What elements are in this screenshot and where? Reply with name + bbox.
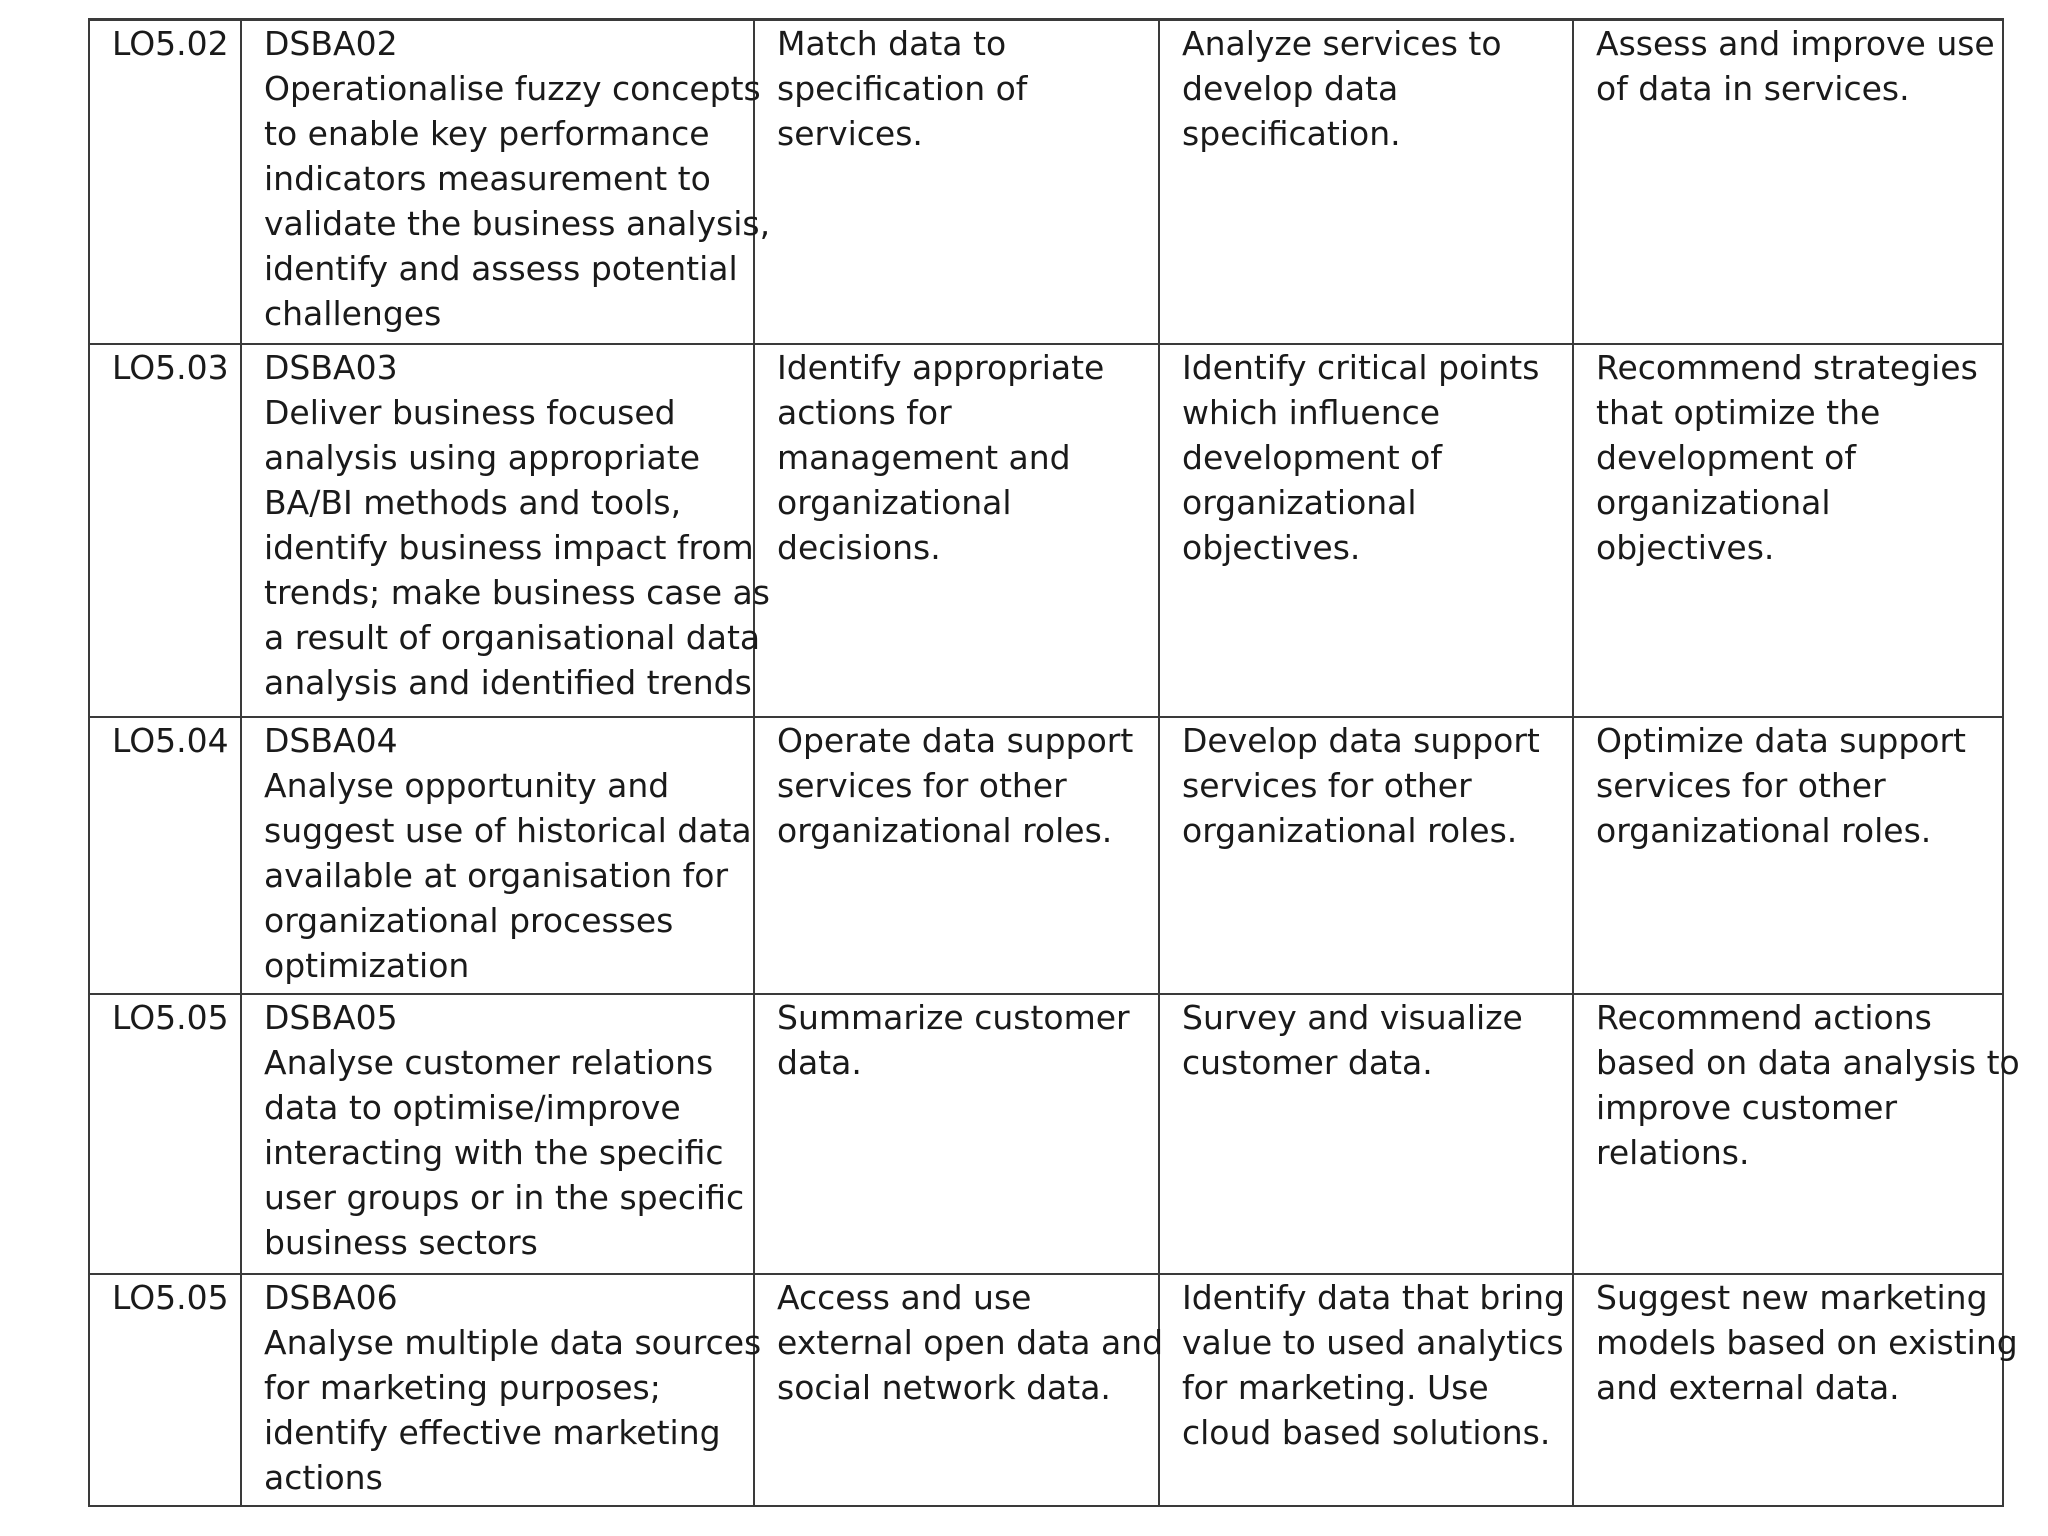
proficiency-level-2-line: services for other bbox=[1182, 765, 1472, 805]
proficiency-level-2-cell bbox=[1159, 1274, 1573, 1506]
proficiency-level-3-line: services for other bbox=[1596, 765, 1886, 805]
proficiency-level-1-line: services. bbox=[777, 114, 923, 153]
competence-description-line: available at organisation for bbox=[264, 855, 729, 895]
proficiency-level-3-line: development of bbox=[1596, 437, 1856, 477]
proficiency-level-3-cell bbox=[1573, 344, 2003, 717]
proficiency-level-2-line: organizational bbox=[1182, 482, 1417, 522]
proficiency-level-2-line: which influence bbox=[1182, 392, 1441, 432]
proficiency-level-2-cell bbox=[1159, 994, 1573, 1274]
competence-description-line: data to optimise/improve bbox=[264, 1087, 681, 1127]
proficiency-level-2-cell bbox=[1159, 717, 1573, 994]
proficiency-level-1-line: social network data. bbox=[777, 1367, 1111, 1407]
proficiency-level-2-line: cloud based solutions. bbox=[1182, 1412, 1551, 1452]
proficiency-level-1-line: Access and use bbox=[777, 1277, 1032, 1317]
proficiency-level-2-line: objectives. bbox=[1182, 527, 1361, 567]
competence-description-line: Operationalise fuzzy concepts bbox=[264, 69, 761, 108]
learning-outcome-code: LO5.04 bbox=[112, 720, 229, 760]
proficiency-level-2-line: organizational roles. bbox=[1182, 810, 1518, 850]
proficiency-level-3-cell bbox=[1573, 717, 2003, 994]
learning-outcome-code-cell bbox=[89, 344, 241, 717]
competence-code: DSBA02 bbox=[264, 24, 398, 63]
table-row bbox=[89, 1274, 2003, 1506]
proficiency-level-3-line: Recommend strategies bbox=[1596, 347, 1978, 387]
competence-description-line: identify and assess potential bbox=[264, 249, 738, 288]
competence-code: DSBA03 bbox=[264, 347, 398, 387]
proficiency-level-1-line: services for other bbox=[777, 765, 1067, 805]
proficiency-level-1-line: Identify appropriate bbox=[777, 347, 1105, 387]
proficiency-level-3-cell bbox=[1573, 20, 2003, 344]
competence-cell bbox=[241, 1274, 762, 1506]
table-body bbox=[89, 20, 2020, 1506]
proficiency-level-1-line: actions for bbox=[777, 392, 952, 432]
proficiency-level-3-line: improve customer bbox=[1596, 1087, 1898, 1127]
competence-description-line: Analyse multiple data sources bbox=[264, 1322, 762, 1362]
learning-outcome-code-cell bbox=[89, 1274, 241, 1506]
competence-description-line: identify effective marketing bbox=[264, 1412, 721, 1452]
proficiency-level-1-line: Match data to bbox=[777, 24, 1007, 63]
table-row bbox=[89, 994, 2003, 1274]
competence-code: DSBA06 bbox=[264, 1277, 398, 1317]
competence-cell bbox=[241, 344, 770, 717]
proficiency-level-1-cell bbox=[754, 717, 1159, 994]
proficiency-level-3-line: Recommend actions bbox=[1596, 997, 1932, 1037]
proficiency-level-2-line: Identify data that bring bbox=[1182, 1277, 1565, 1317]
competence-description-line: organizational processes bbox=[264, 900, 674, 940]
proficiency-level-3-line: and external data. bbox=[1596, 1367, 1900, 1407]
competence-description-line: actions bbox=[264, 1457, 383, 1497]
proficiency-level-3-line: relations. bbox=[1596, 1132, 1750, 1172]
competence-cell bbox=[241, 994, 754, 1274]
proficiency-level-3-line: Optimize data support bbox=[1596, 720, 1966, 760]
proficiency-level-2-line: develop data bbox=[1182, 69, 1399, 108]
competence-cell bbox=[241, 20, 771, 344]
competence-description-line: analysis and identified trends bbox=[264, 662, 752, 702]
proficiency-level-1-line: data. bbox=[777, 1042, 862, 1082]
proficiency-level-1-line: decisions. bbox=[777, 527, 941, 567]
proficiency-level-1-line: management and bbox=[777, 437, 1071, 477]
learning-outcome-code: LO5.05 bbox=[112, 997, 229, 1037]
competence-description-line: optimization bbox=[264, 945, 470, 985]
competence-cell bbox=[241, 717, 754, 994]
proficiency-level-1-cell bbox=[754, 1274, 1164, 1506]
competence-description-line: Analyse customer relations bbox=[264, 1042, 714, 1082]
learning-outcomes-table bbox=[88, 18, 2020, 1507]
learning-outcome-code: LO5.05 bbox=[112, 1277, 229, 1317]
learning-outcome-code-cell bbox=[89, 20, 241, 344]
proficiency-level-2-cell bbox=[1159, 344, 1573, 717]
proficiency-level-3-line: Suggest new marketing bbox=[1596, 1277, 1988, 1317]
learning-outcome-code-cell bbox=[89, 994, 241, 1274]
table-row bbox=[89, 20, 2003, 344]
proficiency-level-3-line: objectives. bbox=[1596, 527, 1775, 567]
proficiency-level-3-line: Assess and improve use bbox=[1596, 24, 1995, 63]
competence-code: DSBA05 bbox=[264, 997, 398, 1037]
proficiency-level-1-line: Operate data support bbox=[777, 720, 1134, 760]
competence-description-line: business sectors bbox=[264, 1222, 538, 1262]
competence-description-line: a result of organisational data bbox=[264, 617, 761, 657]
proficiency-level-1-line: external open data and bbox=[777, 1322, 1164, 1362]
table-row bbox=[89, 344, 2003, 717]
proficiency-level-1-line: organizational roles. bbox=[777, 810, 1113, 850]
proficiency-level-1-line: organizational bbox=[777, 482, 1012, 522]
learning-outcome-code-cell bbox=[89, 717, 241, 994]
proficiency-level-2-line: Survey and visualize bbox=[1182, 997, 1523, 1037]
proficiency-level-3-line: of data in services. bbox=[1596, 69, 1910, 108]
competence-code: DSBA04 bbox=[264, 720, 398, 760]
competence-description-line: validate the business analysis, bbox=[264, 204, 771, 243]
proficiency-level-3-cell bbox=[1573, 1274, 2018, 1506]
proficiency-level-3-line: based on data analysis to bbox=[1596, 1042, 2020, 1082]
proficiency-level-2-line: Develop data support bbox=[1182, 720, 1540, 760]
proficiency-level-3-line: organizational roles. bbox=[1596, 810, 1932, 850]
proficiency-level-2-line: customer data. bbox=[1182, 1042, 1433, 1082]
competence-description-line: Deliver business focused bbox=[264, 392, 676, 432]
competence-description-line: for marketing purposes; bbox=[264, 1367, 661, 1407]
proficiency-level-3-line: that optimize the bbox=[1596, 392, 1881, 432]
proficiency-level-3-line: organizational bbox=[1596, 482, 1831, 522]
competence-description-line: Analyse opportunity and bbox=[264, 765, 670, 805]
competence-description-line: indicators measurement to bbox=[264, 159, 711, 198]
proficiency-level-1-cell bbox=[754, 994, 1159, 1274]
proficiency-level-2-line: specification. bbox=[1182, 114, 1401, 153]
proficiency-level-2-cell bbox=[1159, 20, 1573, 344]
proficiency-level-2-line: Analyze services to bbox=[1182, 24, 1502, 63]
proficiency-level-3-cell bbox=[1573, 994, 2020, 1274]
proficiency-level-2-line: development of bbox=[1182, 437, 1442, 477]
competence-description-line: challenges bbox=[264, 294, 442, 333]
competence-description-line: analysis using appropriate bbox=[264, 437, 701, 477]
proficiency-level-1-cell bbox=[754, 20, 1159, 344]
competence-description-line: interacting with the specific bbox=[264, 1132, 724, 1172]
proficiency-level-2-line: Identify critical points bbox=[1182, 347, 1540, 387]
learning-outcome-code: LO5.02 bbox=[112, 24, 229, 63]
competence-description-line: to enable key performance bbox=[264, 114, 710, 153]
proficiency-level-1-line: Summarize customer bbox=[777, 997, 1130, 1037]
table-row bbox=[89, 717, 2003, 994]
proficiency-level-3-line: models based on existing bbox=[1596, 1322, 2018, 1362]
proficiency-level-1-cell bbox=[754, 344, 1159, 717]
competence-description-line: user groups or in the specific bbox=[264, 1177, 745, 1217]
competence-description-line: identify business impact from bbox=[264, 527, 754, 567]
competence-description-line: trends; make business case as bbox=[264, 572, 770, 612]
proficiency-level-2-line: for marketing. Use bbox=[1182, 1367, 1489, 1407]
proficiency-level-1-line: specification of bbox=[777, 69, 1028, 108]
competence-description-line: suggest use of historical data bbox=[264, 810, 752, 850]
proficiency-level-2-line: value to used analytics bbox=[1182, 1322, 1564, 1362]
competence-description-line: BA/BI methods and tools, bbox=[264, 482, 682, 522]
learning-outcome-code: LO5.03 bbox=[112, 347, 229, 387]
